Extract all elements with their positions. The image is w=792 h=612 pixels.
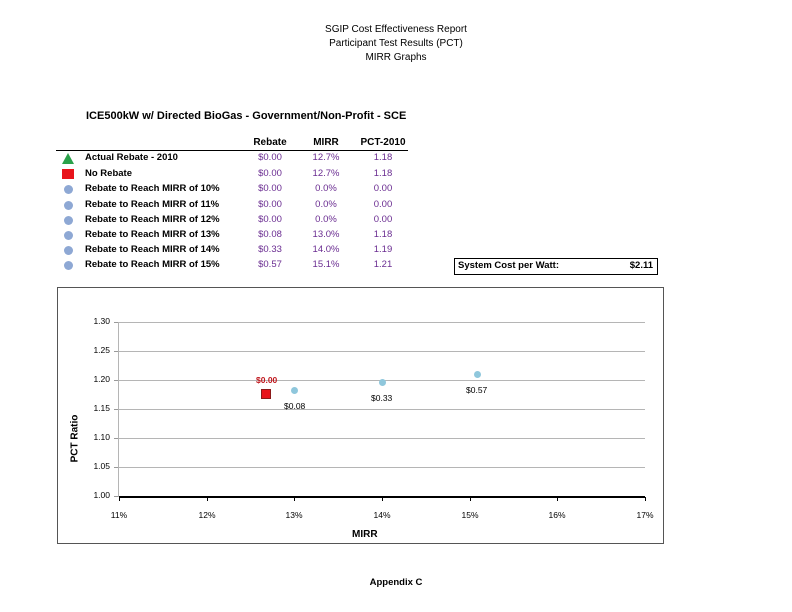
- table-row: Rebate to Reach MIRR of 10% $0.00 0.0% 0.00: [56, 182, 416, 197]
- y-tick-label: 1.15: [93, 403, 110, 413]
- y-axis-title: PCT Ratio: [69, 414, 81, 463]
- system-cost-label: System Cost per Watt:: [458, 260, 559, 271]
- y-axis: [118, 322, 119, 497]
- x-tick-mark: [207, 497, 208, 501]
- x-tick-mark: [557, 497, 558, 501]
- no-rebate-point: [261, 389, 271, 399]
- y-tick-mark: [114, 351, 118, 352]
- col-rebate: Rebate: [253, 137, 287, 148]
- y-tick-mark: [114, 438, 118, 439]
- y-tick-mark: [114, 380, 118, 381]
- blue-dot-icon: [64, 261, 73, 270]
- blue-dot-icon: [64, 216, 73, 225]
- report-subtitle: Participant Test Results (PCT): [329, 38, 463, 49]
- system-cost-box: [454, 258, 658, 275]
- col-pct: PCT-2010: [360, 137, 406, 148]
- gridline: [119, 322, 645, 323]
- appendix-label: Appendix C: [369, 577, 423, 588]
- system-cost-value: $2.11: [629, 260, 653, 271]
- y-tick-mark: [114, 467, 118, 468]
- y-tick-mark: [114, 409, 118, 410]
- x-tick-label: 16%: [548, 510, 566, 520]
- rebate-point: [291, 387, 298, 394]
- x-tick-label: 12%: [198, 510, 216, 520]
- table-row: Rebate to Reach MIRR of 13% $0.08 13.0% 1.18: [56, 228, 416, 243]
- x-tick-mark: [645, 497, 646, 501]
- gridline: [119, 409, 645, 410]
- x-tick-label: 11%: [110, 510, 128, 520]
- report-title: SGIP Cost Effectiveness Report: [325, 24, 467, 35]
- blue-dot-icon: [64, 185, 73, 194]
- data-label: $0.00: [256, 375, 278, 385]
- x-tick-label: 13%: [285, 510, 303, 520]
- gridline: [119, 351, 645, 352]
- x-tick-mark: [294, 497, 295, 501]
- x-axis-title: MIRR: [352, 529, 378, 540]
- chart-frame: [57, 287, 664, 544]
- red-square-icon: [62, 169, 74, 179]
- blue-dot-icon: [64, 231, 73, 240]
- x-tick-mark: [470, 497, 471, 501]
- x-tick-label: 17%: [636, 510, 654, 520]
- table-row: No Rebate $0.00 12.7% 1.18: [56, 167, 416, 182]
- gridline: [119, 438, 645, 439]
- blue-dot-icon: [64, 246, 73, 255]
- table-row: Rebate to Reach MIRR of 14% $0.33 14.0% 1.19: [56, 243, 416, 258]
- data-label: $0.57: [466, 385, 488, 395]
- table-row: Rebate to Reach MIRR of 12% $0.00 0.0% 0.00: [56, 213, 416, 228]
- report-section: MIRR Graphs: [365, 52, 427, 63]
- table-row: Rebate to Reach MIRR of 15% $0.57 15.1% 1.21: [56, 258, 416, 273]
- table-row: Rebate to Reach MIRR of 11% $0.00 0.0% 0.00: [56, 198, 416, 213]
- y-tick-label: 1.05: [93, 461, 110, 471]
- x-tick-mark: [119, 497, 120, 501]
- y-tick-mark: [114, 496, 118, 497]
- data-label: $0.33: [371, 393, 393, 403]
- scenario-title: ICE500kW w/ Directed BioGas - Government/Non-Profit - SCE: [86, 110, 407, 122]
- rebate-point: [474, 371, 481, 378]
- y-tick-label: 1.20: [93, 374, 110, 384]
- col-mirr: MIRR: [313, 137, 339, 148]
- blue-dot-icon: [64, 201, 73, 210]
- y-tick-mark: [114, 322, 118, 323]
- x-tick-label: 15%: [461, 510, 479, 520]
- rebate-point: [379, 379, 386, 386]
- y-tick-label: 1.00: [93, 490, 110, 500]
- x-tick-mark: [382, 497, 383, 501]
- y-tick-label: 1.25: [93, 345, 110, 355]
- gridline: [119, 467, 645, 468]
- green-triangle-icon: [62, 153, 74, 164]
- x-tick-label: 14%: [373, 510, 391, 520]
- table-row: Actual Rebate - 2010 $0.00 12.7% 1.18: [56, 151, 416, 166]
- y-tick-label: 1.10: [93, 432, 110, 442]
- y-tick-label: 1.30: [93, 316, 110, 326]
- data-label: $0.08: [284, 401, 306, 411]
